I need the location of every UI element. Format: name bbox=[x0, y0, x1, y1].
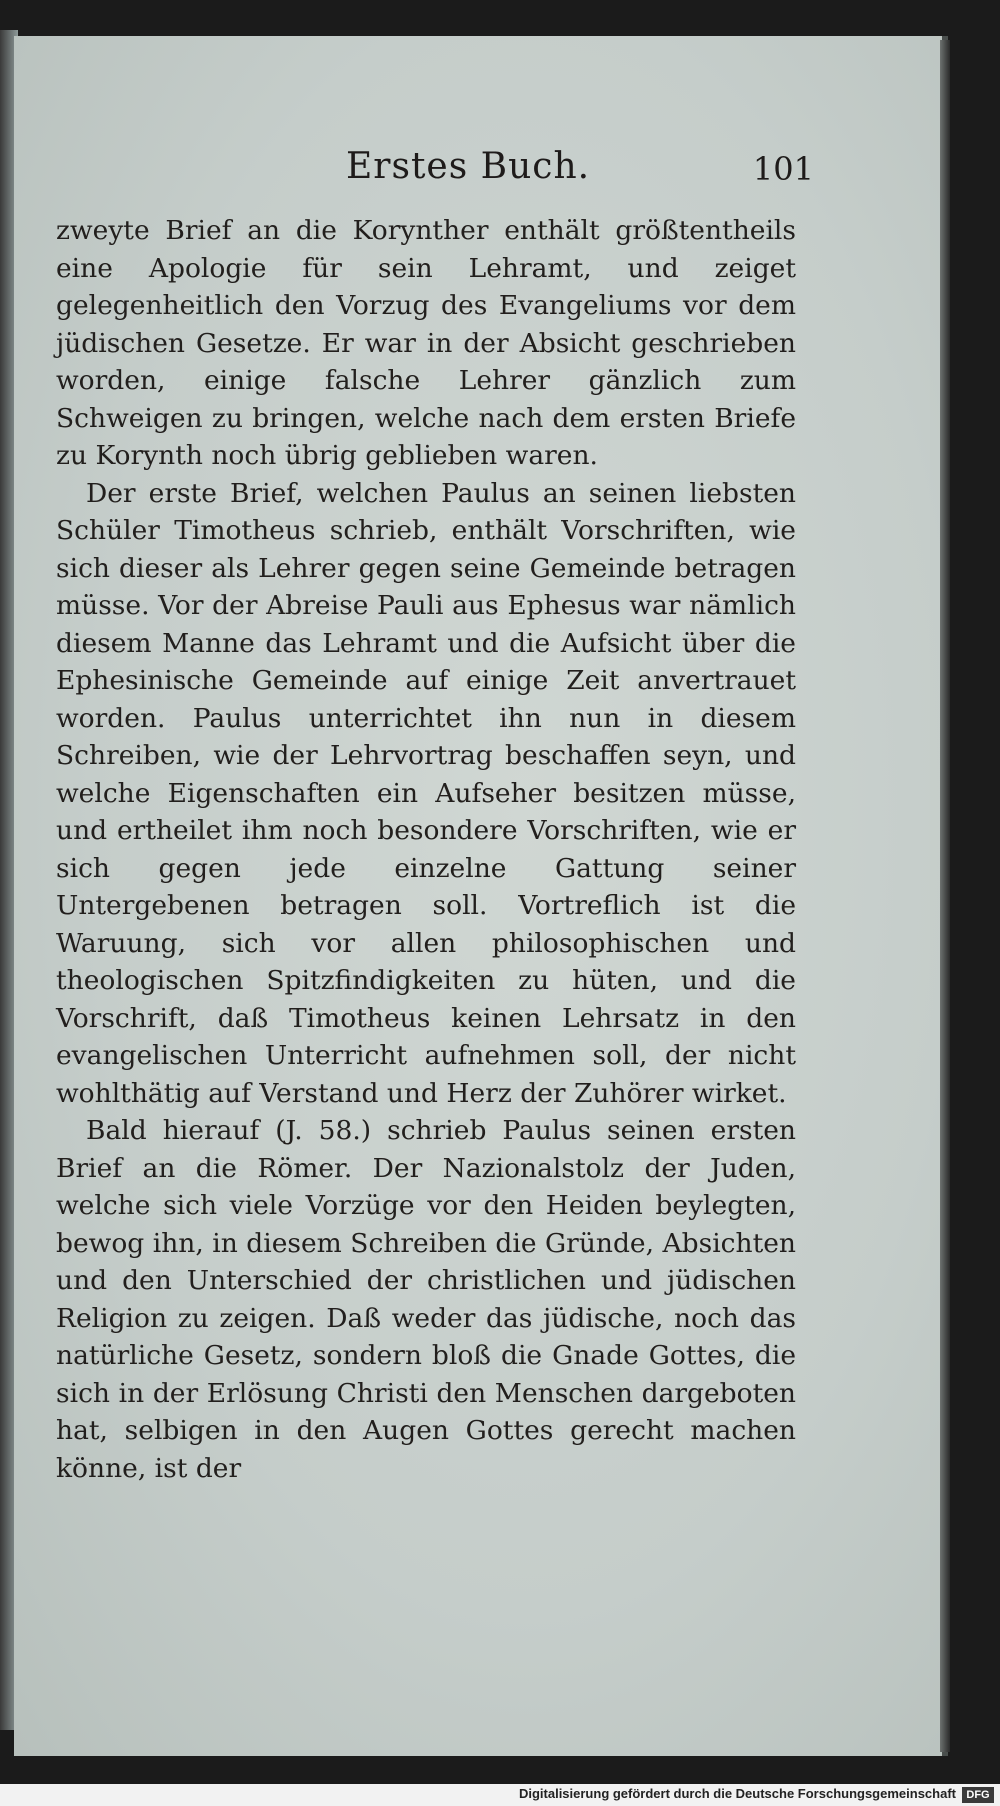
paragraph-timotheus: Der erste Brief, welchen Paulus an seinen liebsten Schüler Timotheus schrieb, enthält Vorschriften, wie sich dieser als Lehrer gegen seine Gemeinde betragen müsse. Vor der Abreise Pauli aus Ephesus war nämlich diesem Manne das Lehramt und die Aufsicht über die Ephesinische Gemeinde auf einige Zeit anvertrauet worden. Paulus unterrichtet ihn nun in diesem Schreiben, wie der Lehrvortrag beschaffen seyn, und welche Eigenschaften ein Aufseher besitzen müsse, und ertheilet ihm noch besondere Vorschriften, wie er sich gegen jede einzelne Gattung seiner Untergebenen betragen soll. Vortreflich ist die Waruung, sich vor allen philosophischen und theologischen Spitzfindigkeiten zu hüten, und die Vorschrift, daß Timotheus keinen Lehrsatz in den evangelischen Unterricht aufnehmen soll, der nicht wohlthätig auf Verstand und Herz der Zuhörer wirket. bbox=[56, 477, 796, 1109]
page-edge bbox=[940, 40, 950, 1752]
page-header bbox=[56, 146, 814, 196]
paragraph-continuation: zweyte Brief an die Korynther enthält größtentheils eine Apologie für sein Lehramt, und zeiget gelegenheitlich den Vorzug des Evangeliums vor dem jüdischen Gesetze. Er war in der Absicht geschrieben worden, einige falsche Lehrer gänzlich zum Schweigen zu bringen, welche nach dem ersten Briefe zu Korynth noch übrig geblieben waren. bbox=[56, 215, 796, 471]
paragraph-roemer: Bald hierauf (J. 58.) schrieb Paulus seinen ersten Brief an die Römer. Der Nazionalstolz der Juden, welche sich viele Vorzüge vor den Heiden beylegten, bewog ihn, in diesem Schreiben die Gründe, Absichten und den Unterschied der christlichen und jüdischen Religion zu zeigen. Daß weder das jüdische, noch das natürliche Gesetz, sondern bloß die Gnade Gottes, die sich in der Erlösung Christi den Menschen dargeboten hat, selbigen in den Augen Gottes gerecht machen könne, ist der bbox=[56, 1115, 796, 1484]
footer-bar bbox=[0, 1784, 1000, 1806]
running-head: Erstes Buch. bbox=[346, 146, 591, 187]
footer-credit: Digitalisierung gefördert durch die Deutsche Forschungsgemeinschaft bbox=[518, 1786, 956, 1801]
body-text bbox=[56, 212, 796, 1487]
dfg-logo: DFG bbox=[962, 1787, 994, 1803]
page-number: 101 bbox=[752, 150, 814, 188]
